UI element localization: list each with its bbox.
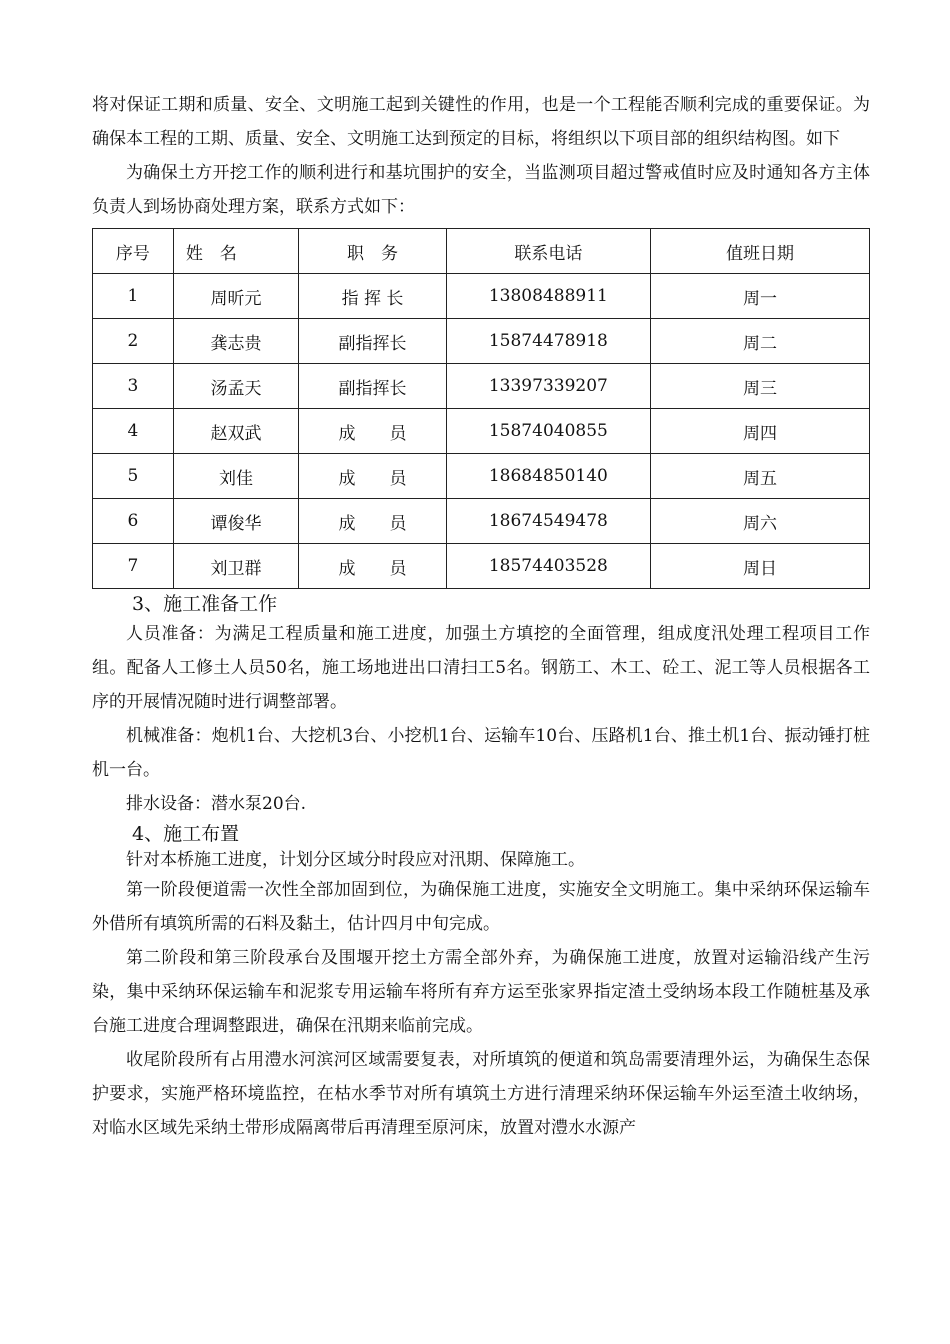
machinery-paragraph: 机械准备：炮机1台、大挖机3台、小挖机1台、运输车10台、压路机1台、推土机1台、振动锤打桩机一台。 [92,726,870,780]
table-row [93,544,870,589]
header-day: 值班日期 [650,229,869,274]
table-row [93,454,870,499]
cell-role: 成 员 [299,499,447,544]
section-4-intro: 针对本桥施工进度，计划分区域分时段应对汛期、保障施工。 [126,850,585,870]
cell-role: 指 挥 长 [299,274,447,319]
stage-1-paragraph: 第一阶段便道需一次性全部加固到位，为确保施工进度，实施安全文明施工。集中采纳环保运输车外借所有填筑所需的石料及黏土，估计四月中旬完成。 [92,880,870,934]
cell-name: 龚志贵 [173,319,298,364]
cell-phone: 13397339207 [446,364,650,409]
cell-day: 周一 [650,274,869,319]
table-row [93,364,870,409]
cell-name: 谭俊华 [173,499,298,544]
cell-day: 周日 [650,544,869,589]
cell-phone: 15874040855 [446,409,650,454]
document-page [92,88,870,1145]
cell-role: 副指挥长 [299,319,447,364]
table-row [93,499,870,544]
cell-name: 赵双武 [173,409,298,454]
contact-table [92,228,870,589]
cell-no: 1 [93,274,174,319]
final-stage-paragraph: 收尾阶段所有占用澧水河滨河区域需要复表，对所填筑的便道和筑岛需要清理外运，为确保生态保护要求，实施严格环境监控，在枯水季节对所有填筑土方进行清理采纳环保运输车外运至渣土收纳场，对临水区域先采纳土带形成隔离带后再清理至原河床，放置对澧水水源产 [92,1050,870,1138]
header-role: 职 务 [299,229,447,274]
intro-paragraph-1: 将对保证工期和质量、安全、文明施工起到关键性的作用，也是一个工程能否顺利完成的重要保证。为确保本工程的工期、质量、安全、文明施工达到预定的目标，将组织以下项目部的组织结构图。如下 [92,95,870,149]
table-row [93,319,870,364]
header-no: 序号 [93,229,174,274]
cell-name: 汤孟天 [173,364,298,409]
table-row [93,274,870,319]
cell-day: 周四 [650,409,869,454]
cell-no: 2 [93,319,174,364]
cell-no: 5 [93,454,174,499]
cell-phone: 18684850140 [446,454,650,499]
cell-name: 周昕元 [173,274,298,319]
cell-name: 刘佳 [173,454,298,499]
cell-phone: 13808488911 [446,274,650,319]
section-4-heading: 4、施工布置 [132,823,240,845]
cell-day: 周五 [650,454,869,499]
table-header-row [93,229,870,274]
cell-role: 副指挥长 [299,364,447,409]
intro-paragraph-2: 为确保土方开挖工作的顺利进行和基坑围护的安全，当监测项目超过警戒值时应及时通知各方主体负责人到场协商处理方案，联系方式如下： [92,163,870,217]
cell-no: 4 [93,409,174,454]
cell-phone: 15874478918 [446,319,650,364]
cell-role: 成 员 [299,544,447,589]
cell-no: 6 [93,499,174,544]
cell-day: 周三 [650,364,869,409]
cell-day: 周二 [650,319,869,364]
table-row [93,409,870,454]
cell-name: 刘卫群 [173,544,298,589]
stage-2-paragraph: 第二阶段和第三阶段承台及围堰开挖土方需全部外弃，为确保施工进度，放置对运输沿线产生污染，集中采纳环保运输车和泥浆专用运输车将所有弃方运至张家界指定渣土受纳场本段工作随桩基及承台施工进度合理调整跟进，确保在汛期来临前完成。 [92,948,870,1036]
cell-no: 7 [93,544,174,589]
header-phone: 联系电话 [446,229,650,274]
section-3-heading: 3、施工准备工作 [132,593,278,615]
cell-no: 3 [93,364,174,409]
cell-role: 成 员 [299,409,447,454]
cell-role: 成 员 [299,454,447,499]
cell-day: 周六 [650,499,869,544]
cell-phone: 18674549478 [446,499,650,544]
cell-phone: 18574403528 [446,544,650,589]
personnel-paragraph: 人员准备：为满足工程质量和施工进度，加强土方填挖的全面管理，组成度汛处理工程项目工作组。配备人工修土人员50名，施工场地进出口清扫工5名。钢筋工、木工、砼工、泥工等人员根据各工序的开展情况随时进行调整部署。 [92,624,870,712]
header-name: 姓 名 [173,229,298,274]
drainage-paragraph: 排水设备：潜水泵20台. [126,794,307,814]
